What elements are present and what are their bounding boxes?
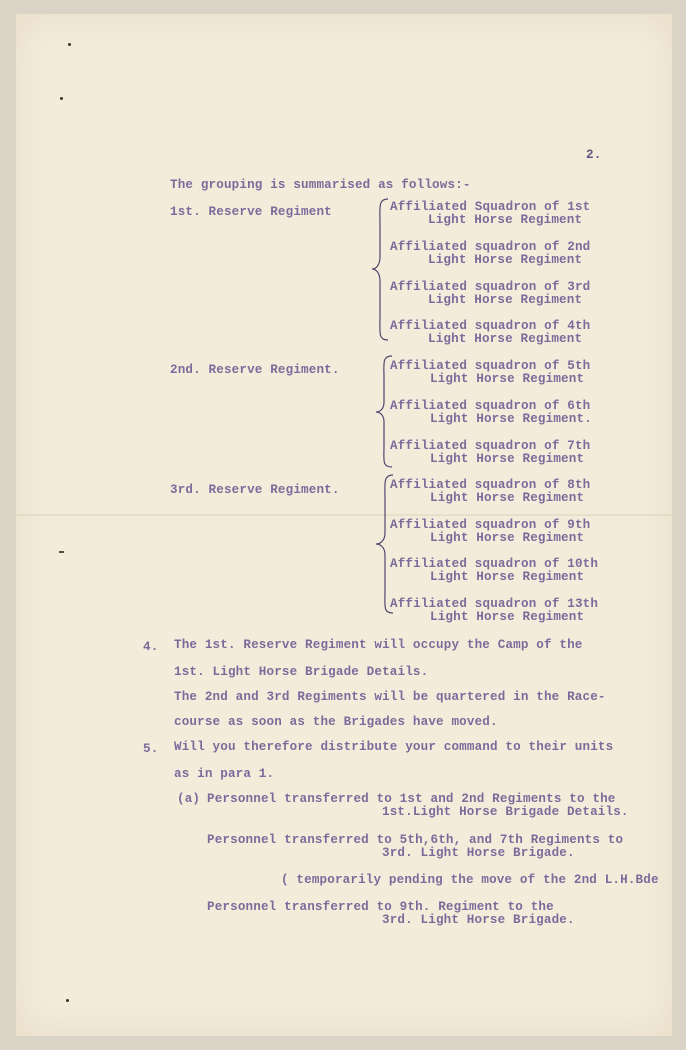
group-brace [374, 473, 396, 615]
paragraph-line: Will you therefore distribute your command to their units [174, 740, 614, 754]
list-item: Affiliated squadron of 9th [390, 518, 591, 532]
sub-item-line: Personnel transferred to 1st and 2nd Regiments to the [207, 792, 616, 806]
paper-speck [68, 43, 71, 46]
sub-item-line: 3rd. Light Horse Brigade. [382, 846, 575, 860]
list-item: Affiliated squadron of 2nd [390, 240, 591, 254]
paper-mark [59, 551, 64, 553]
sub-item-line: Personnel transferred to 9th. Regiment to the [207, 900, 554, 914]
list-item: Affiliated squadron of 8th [390, 478, 591, 492]
list-item: Light Horse Regiment [428, 213, 583, 227]
list-item: Light Horse Regiment [428, 253, 583, 267]
note-line: ( temporarily pending the move of the 2nd L.H.Bde [281, 873, 659, 887]
list-item: Light Horse Regiment [430, 372, 585, 386]
list-item: Light Horse Regiment [430, 610, 585, 624]
sub-item-marker: (a) [177, 792, 201, 806]
list-item: Light Horse Regiment [430, 570, 585, 584]
sub-item-line: 3rd. Light Horse Brigade. [382, 913, 575, 927]
list-item: Affiliated squadron of 10th [390, 557, 599, 571]
list-item: Light Horse Regiment [430, 452, 585, 466]
sub-item-line: 1st.Light Horse Brigade Details. [382, 805, 629, 819]
list-item: Affiliated squadron of 6th [390, 399, 591, 413]
paper-speck [60, 97, 63, 100]
paragraph-line: course as soon as the Brigades have moved. [174, 715, 498, 729]
paper-fold [16, 514, 672, 516]
sub-item-line: Personnel transferred to 5th,6th, and 7th Regiments to [207, 833, 624, 847]
paragraph-line: The 2nd and 3rd Regiments will be quartered in the Race- [174, 690, 606, 704]
list-item: Affiliated squadron of 7th [390, 439, 591, 453]
paragraph-number: 5. [143, 742, 159, 756]
paper-speck [66, 999, 69, 1002]
paragraph-number: 4. [143, 640, 159, 654]
list-item: Affiliated squadron of 4th [390, 319, 591, 333]
list-item: Light Horse Regiment [428, 293, 583, 307]
list-item: Affiliated squadron of 13th [390, 597, 599, 611]
page-number: 2. [586, 148, 602, 162]
list-item: Light Horse Regiment [428, 332, 583, 346]
intro-text: The grouping is summarised as follows:- [170, 178, 471, 192]
paragraph-line: 1st. Light Horse Brigade Details. [174, 665, 429, 679]
list-item: Affiliated squadron of 5th [390, 359, 591, 373]
list-item: Affiliated squadron of 3rd [390, 280, 591, 294]
group-label: 3rd. Reserve Regiment. [170, 483, 340, 497]
paragraph-line: The 1st. Reserve Regiment will occupy the Camp of the [174, 638, 583, 652]
list-item: Light Horse Regiment [430, 491, 585, 505]
list-item: Light Horse Regiment [430, 531, 585, 545]
paragraph-line: as in para 1. [174, 767, 275, 781]
group-label: 1st. Reserve Regiment [170, 205, 332, 219]
group-label: 2nd. Reserve Regiment. [170, 363, 340, 377]
list-item: Affiliated Squadron of 1st [390, 200, 591, 214]
group-brace [370, 197, 390, 342]
list-item: Light Horse Regiment. [430, 412, 592, 426]
